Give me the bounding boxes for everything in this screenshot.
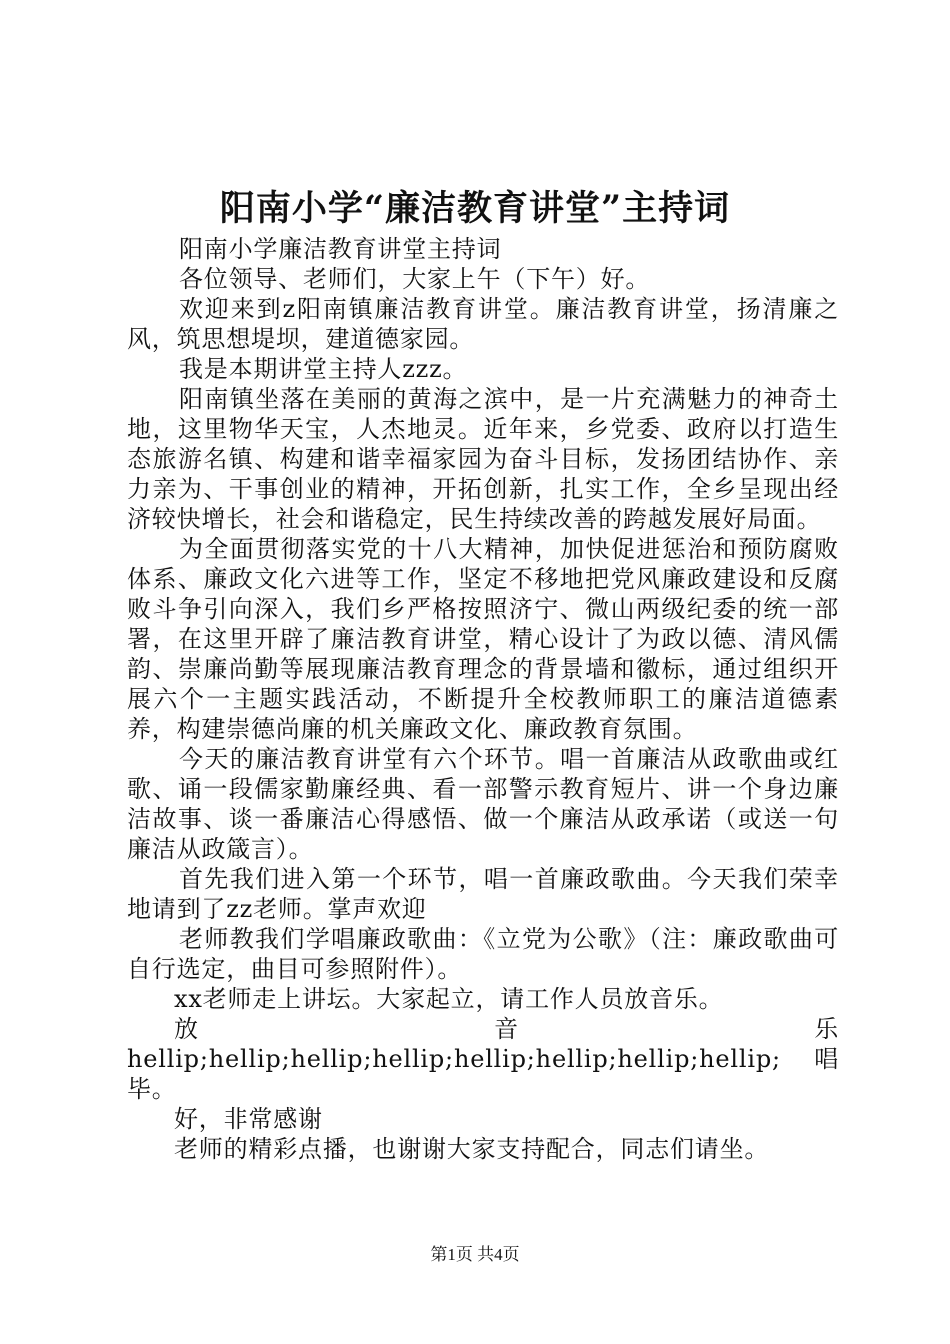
page-number-footer: 第1页 共4页 [430, 1245, 520, 1264]
paragraph: 为全面贯彻落实党的十八大精神，加快促进惩治和预防腐败体系、廉政文化六进等工作，坚定不移地把党风廉政建设和反腐败斗争引向深入，我们乡严格按照济宁、微山两级纪委的统一部署，在这里开辟了廉洁教育讲堂，精心设计了为政以德、清风儒韵、崇廉尚勤等展现廉洁教育理念的背景墙和徽标，通过组织开展六个一主题实践活动，不断提升全校教师职工的廉洁道德素养，构建崇德尚廉的机关廉政文化、廉政教育氛围。 [127, 535, 839, 743]
paragraph: 阳南小学廉洁教育讲堂主持词 [179, 235, 502, 263]
paragraph: 老师的精彩点播，也谢谢大家支持配合，同志们请坐。 [174, 1135, 770, 1163]
paragraph: 老师教我们学唱廉政歌曲：《立党为公歌》（注：廉政歌曲可自行选定，曲目可参照附件）。 [127, 925, 839, 983]
document-title: 阳南小学“廉洁教育讲堂”主持词 [219, 188, 731, 229]
paragraph: 好，非常感谢 [174, 1105, 323, 1133]
paragraph: 我是本期讲堂主持人zzz。 [179, 355, 468, 383]
document-body [127, 234, 839, 1164]
paragraph: xx老师走上讲坛。大家起立，请工作人员放音乐。 [174, 985, 724, 1013]
paragraph: 首先我们进入第一个环节，唱一首廉政歌曲。今天我们荣幸地请到了zz老师。掌声欢迎 [127, 865, 839, 923]
paragraph: 欢迎来到z阳南镇廉洁教育讲堂。廉洁教育讲堂，扬清廉之风，筑思想堤坝，建道德家园。 [127, 295, 839, 353]
paragraph: 放音乐hellip;hellip;hellip;hellip;hellip;hellip;hellip;hellip;唱毕。 [127, 1015, 839, 1103]
paragraph: 今天的廉洁教育讲堂有六个环节。唱一首廉洁从政歌曲或红歌、诵一段儒家勤廉经典、看一部警示教育短片、讲一个身边廉洁故事、谈一番廉洁心得感悟、做一个廉洁从政承诺（或送一句廉洁从政箴言）。 [127, 745, 839, 863]
paragraph: 各位领导、老师们，大家上午（下午）好。 [179, 265, 651, 293]
paragraph: 阳南镇坐落在美丽的黄海之滨中，是一片充满魅力的神奇土地，这里物华天宝，人杰地灵。近年来，乡党委、政府以打造生态旅游名镇、构建和谐幸福家园为奋斗目标，发扬团结协作、亲力亲为、干事创业的精神，开拓创新，扎实工作，全乡呈现出经济较快增长，社会和谐稳定，民生持续改善的跨越发展好局面。 [127, 385, 839, 533]
